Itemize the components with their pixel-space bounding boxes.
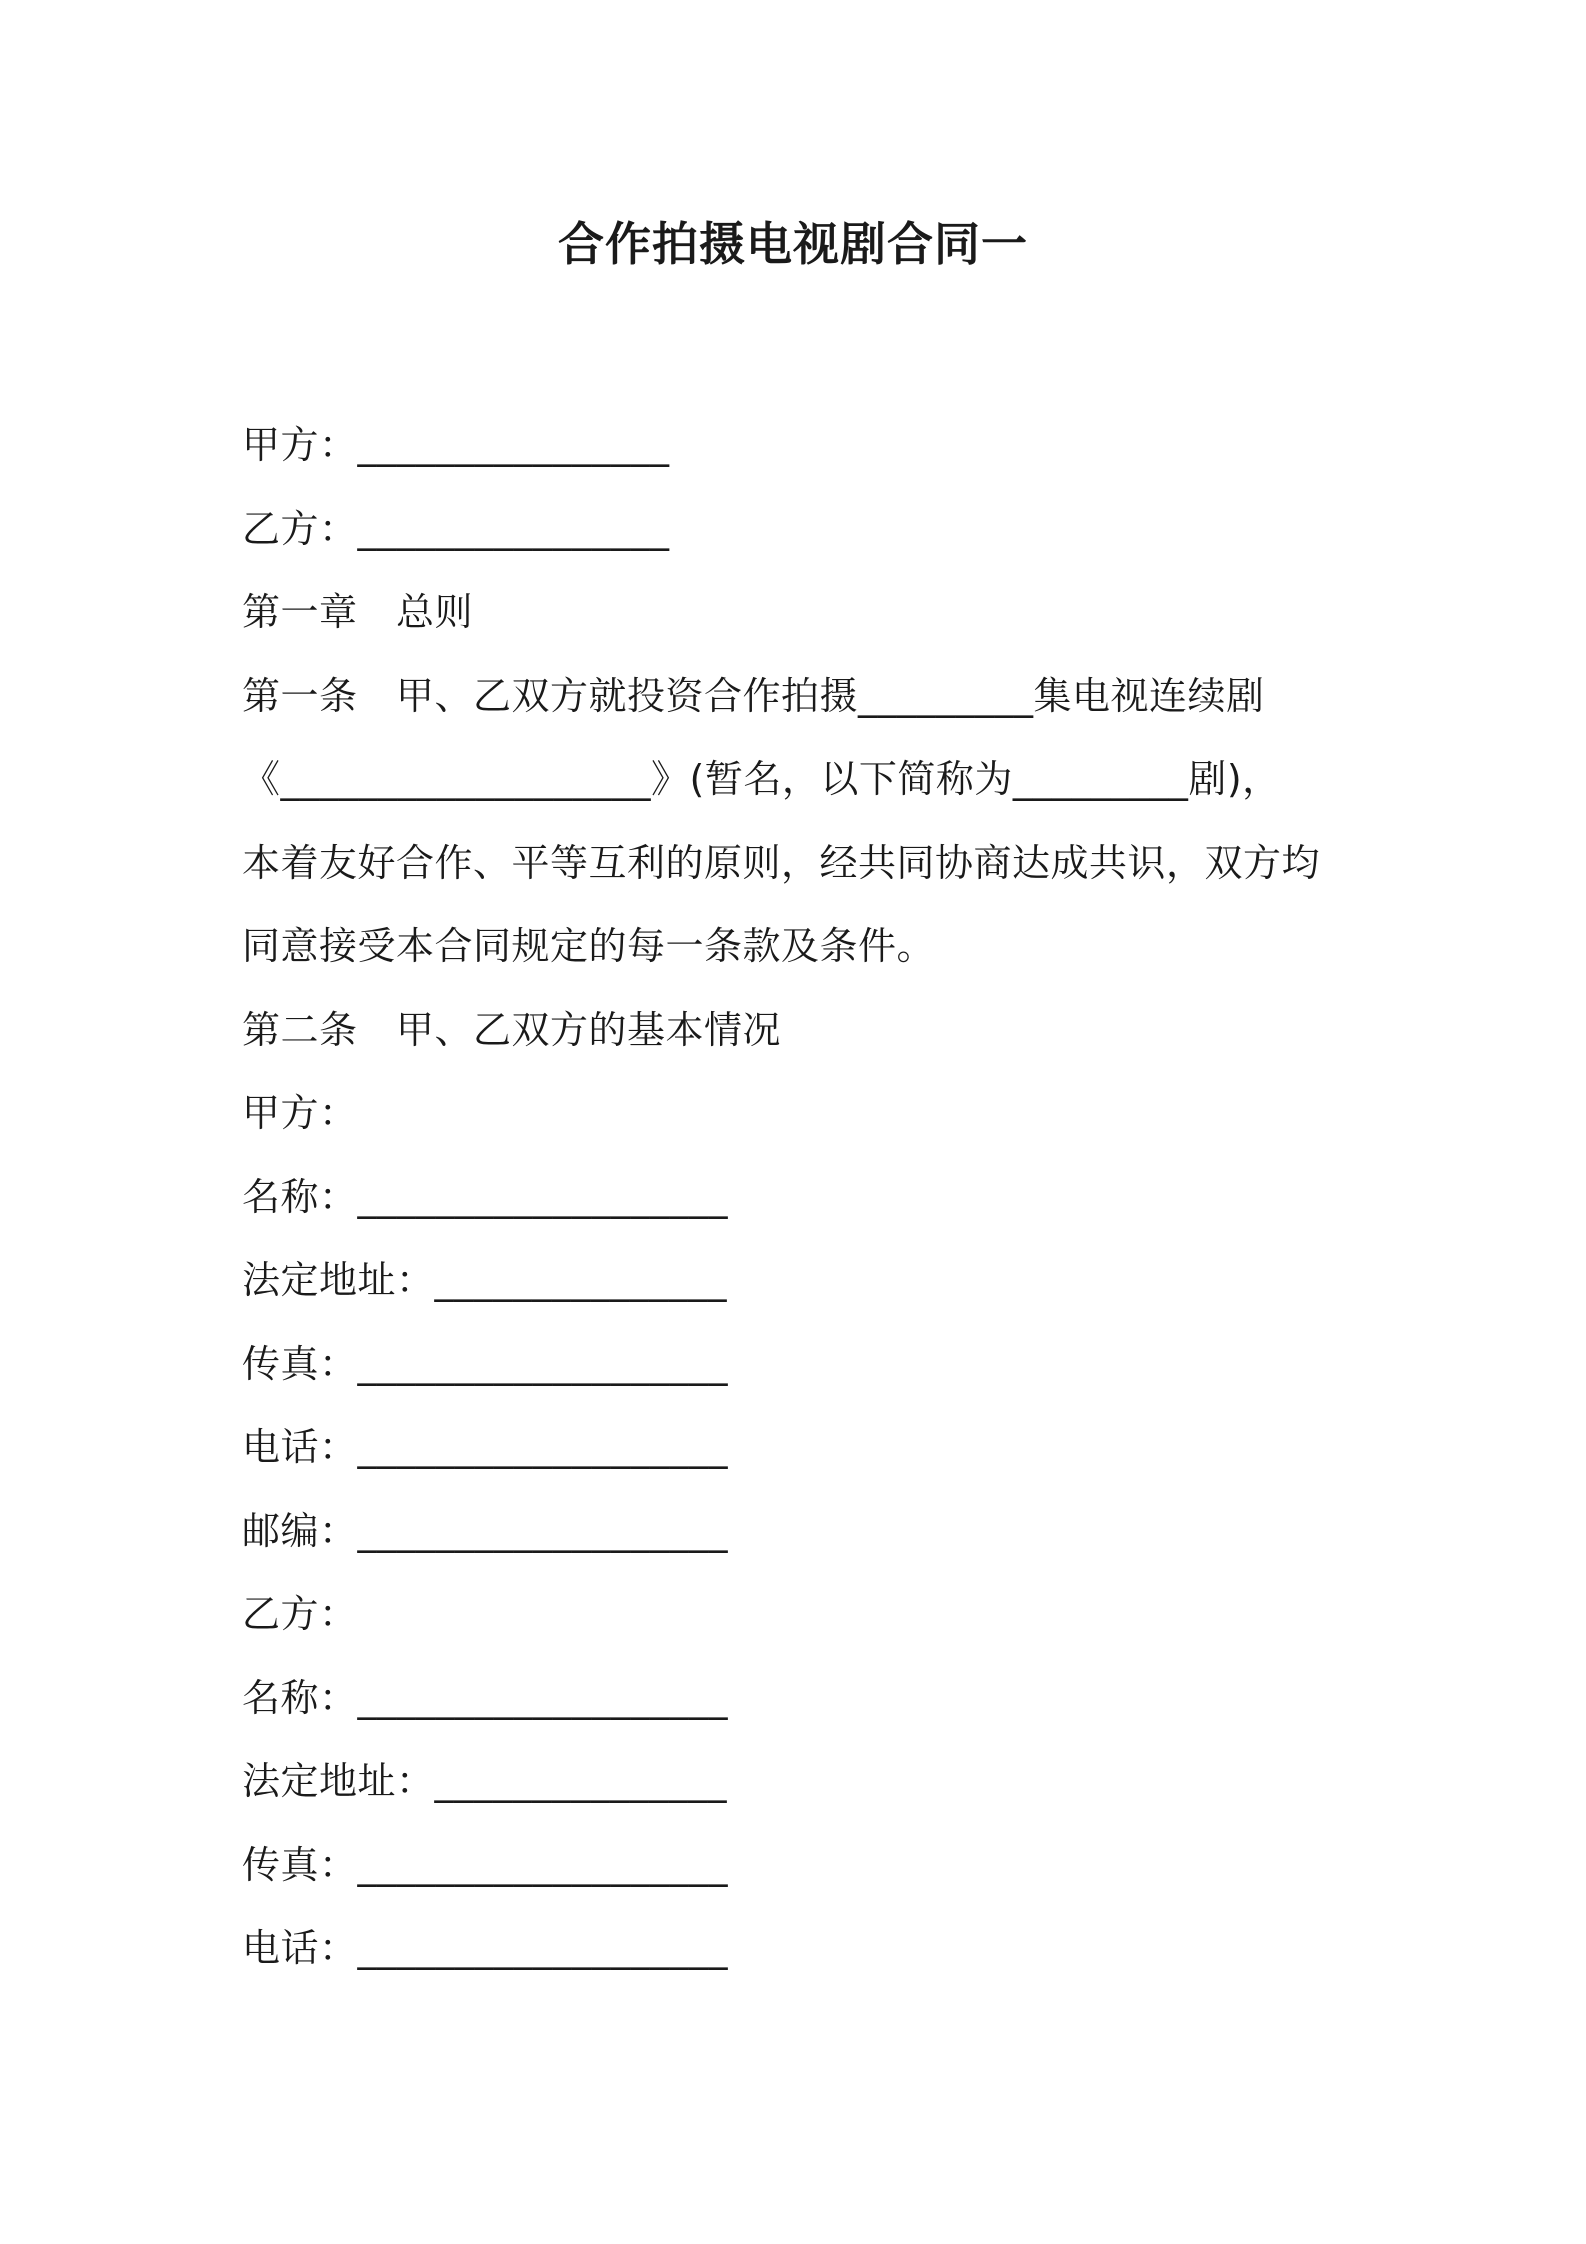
- article-1-line-3: 本着友好合作、平等互利的原则，经共同协商达成共识，双方均: [242, 840, 1321, 885]
- party-a-postcode-field: 邮编：___________________: [242, 1508, 729, 1553]
- party-b-label: 乙方：: [242, 1592, 358, 1636]
- document-body: [242, 404, 1352, 1991]
- party-a-address-field: 法定地址：_______________: [242, 1258, 728, 1302]
- party-b-phone-field: 电话：___________________: [242, 1926, 729, 1970]
- article-1-line-4: 同意接受本合同规定的每一条款及条件。: [242, 924, 936, 968]
- party-a-fax-field: 传真：___________________: [242, 1341, 729, 1386]
- party-b-name-field: 名称：___________________: [242, 1675, 729, 1720]
- article-1-line-1: 第一条 甲、乙双方就投资合作拍摄_________集电视连续剧: [242, 673, 1265, 718]
- party-a-phone-field: 电话：___________________: [242, 1425, 729, 1469]
- document-title: 合作拍摄电视剧合同一: [558, 217, 1028, 271]
- party-b-fax-field: 传真：___________________: [242, 1842, 729, 1887]
- article-1-line-2: 《___________________》(暂名，以下简称为_________剧)，: [242, 757, 1281, 801]
- party-b-line: 乙方：________________: [242, 506, 670, 551]
- article-2-heading: 第二条 甲、乙双方的基本情况: [242, 1007, 782, 1052]
- chapter-heading: 第一章 总则: [242, 590, 474, 634]
- party-a-name-field: 名称：___________________: [242, 1174, 729, 1219]
- party-a-line: 甲方：________________: [242, 423, 670, 467]
- party-a-label: 甲方：: [242, 1091, 358, 1135]
- party-b-address-field: 法定地址：_______________: [242, 1759, 728, 1803]
